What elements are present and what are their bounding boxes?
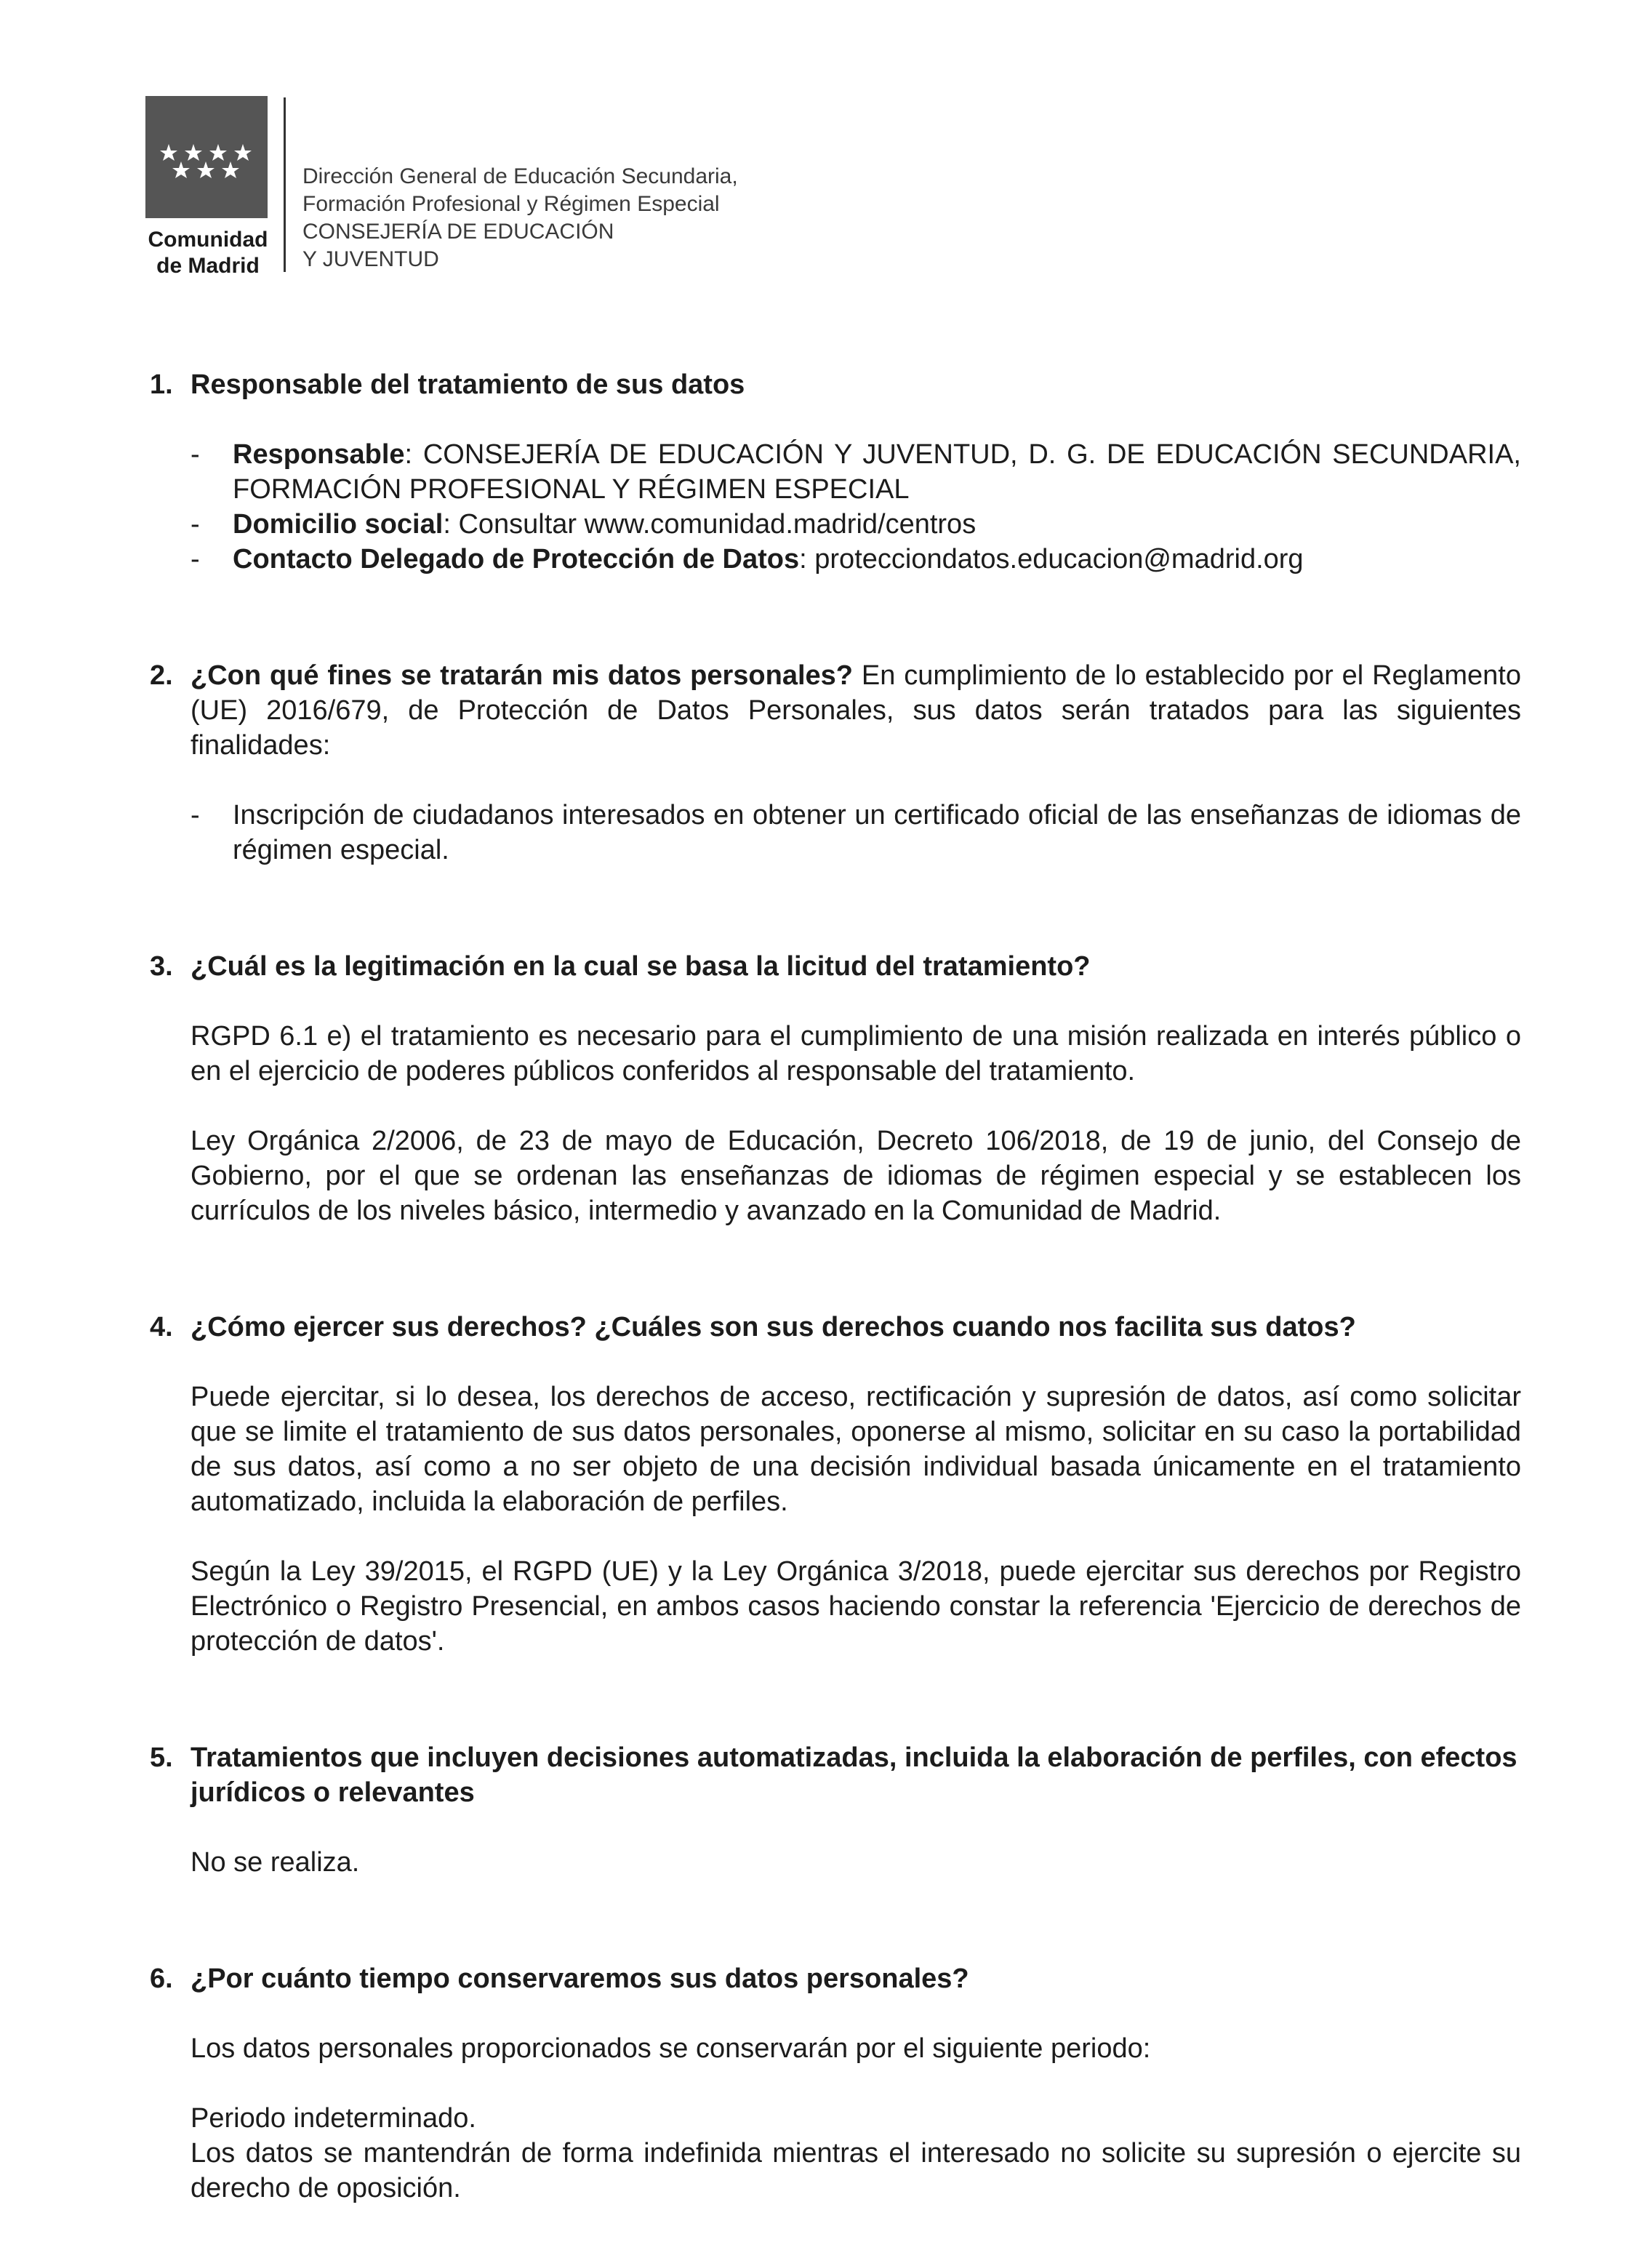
list-item: - Inscripción de ciudadanos interesados en obtener un certificado oficial de las enseñanzas de idiomas de régimen especial. — [191, 800, 1521, 865]
paragraph: Puede ejercitar, si lo desea, los derechos de acceso, rectificación y supresión de datos, así como solicitar que se limite el tratamiento de sus datos personales, oponerse al mismo, solicitar en su caso la portabilidad de sus datos, así como a no ser objeto de una decisión individual basada únicamente en el tratamiento automatizado, incluida la elaboración de perfiles. — [191, 1382, 1521, 1517]
section-number: 6. — [150, 1963, 173, 1994]
section-number: 4. — [150, 1312, 173, 1342]
section-4 — [150, 1310, 1521, 1659]
bullet-list — [191, 437, 1521, 577]
section-number: 5. — [150, 1742, 173, 1773]
list-item: - Domicilio social: Consultar www.comunidad.madrid/centros — [191, 509, 977, 540]
paragraph: Ley Orgánica 2/2006, de 23 de mayo de Educación, Decreto 106/2018, de 19 de junio, del Consejo de Gobierno, por el que se ordenan las enseñanzas de idiomas de régimen especial y se establecen los currículos de los niveles básico, intermedio y avanzado en la Comunidad de Madrid. — [191, 1126, 1521, 1226]
header-divider — [284, 97, 286, 272]
section-title: ¿Cómo ejercer sus derechos? ¿Cuáles son sus derechos cuando nos facilita sus datos? — [191, 1312, 1356, 1342]
section-number: 1. — [150, 369, 173, 400]
paragraph: RGPD 6.1 e) el tratamiento es necesario para el cumplimiento de una misión realizada en interés público o en el ejercicio de poderes públicos conferidos al responsable del tratamiento. — [191, 1021, 1521, 1086]
section-1 — [150, 367, 1521, 577]
department-line-3: CONSEJERÍA DE EDUCACIÓN — [302, 220, 614, 244]
section-title: ¿Cuál es la legitimación en la cual se basa la licitud del tratamiento? — [191, 951, 1091, 982]
list-item: - Contacto Delegado de Protección de Datos: protecciondatos.educacion@madrid.org — [191, 544, 1304, 574]
section-title: ¿Con qué fines se tratarán mis datos personales? En cumplimiento de lo establecido por el Reglamento (UE) 2016/679, de Protección de Datos Personales, sus datos serán tratados para las siguientes finalidades: — [191, 660, 1521, 761]
letterhead — [145, 96, 800, 278]
section-title: Tratamientos que incluyen decisiones automatizadas, incluida la elaboración de perfiles, con efectos jurídicos o relevantes — [191, 1742, 1517, 1808]
department-line-2: Formación Profesional y Régimen Especial — [302, 192, 720, 216]
paragraph: Los datos personales proporcionados se conservarán por el siguiente periodo: — [191, 2033, 1151, 2064]
paragraph: Los datos se mantendrán de forma indefinida mientras el interesado no solicite su supresión o ejercite su derecho de oposición. — [191, 2138, 1521, 2203]
paragraph: Periodo indeterminado. — [191, 2103, 476, 2134]
logo-line-1: Comunidad — [148, 228, 268, 252]
paragraph: Según la Ley 39/2015, el RGPD (UE) y la Ley Orgánica 3/2018, puede ejercitar sus derechos por Registro Electrónico o Registro Presencial, en ambos casos haciendo constar la referencia 'Ejercicio de derechos de protección de datos'. — [191, 1556, 1521, 1657]
list-item: - Responsable: CONSEJERÍA DE EDUCACIÓN Y JUVENTUD, D. G. DE EDUCACIÓN SECUNDARIA, FORMACIÓN PROFESIONAL Y RÉGIMEN ESPECIAL — [191, 439, 1521, 505]
section-title: ¿Por cuánto tiempo conservaremos sus datos personales? — [191, 1963, 969, 1994]
bullet-list — [191, 798, 1521, 868]
department-block — [302, 163, 738, 273]
department-line-1: Dirección General de Educación Secundaria, — [302, 164, 738, 188]
section-title: Responsable del tratamiento de sus datos — [191, 369, 745, 400]
paragraph: No se realiza. — [191, 1847, 360, 1878]
comunidad-madrid-logo — [145, 96, 268, 218]
section-2 — [150, 658, 1521, 868]
section-number: 2. — [150, 660, 173, 691]
logo-line-2: de Madrid — [156, 254, 260, 278]
logo-wordmark — [145, 227, 270, 279]
section-5 — [150, 1740, 1521, 1880]
section-3 — [150, 949, 1521, 1228]
section-6 — [150, 1961, 1521, 2206]
department-line-4: Y JUVENTUD — [302, 247, 439, 271]
stars-icon — [145, 96, 268, 218]
section-number: 3. — [150, 951, 173, 982]
document-body — [150, 367, 1521, 2206]
